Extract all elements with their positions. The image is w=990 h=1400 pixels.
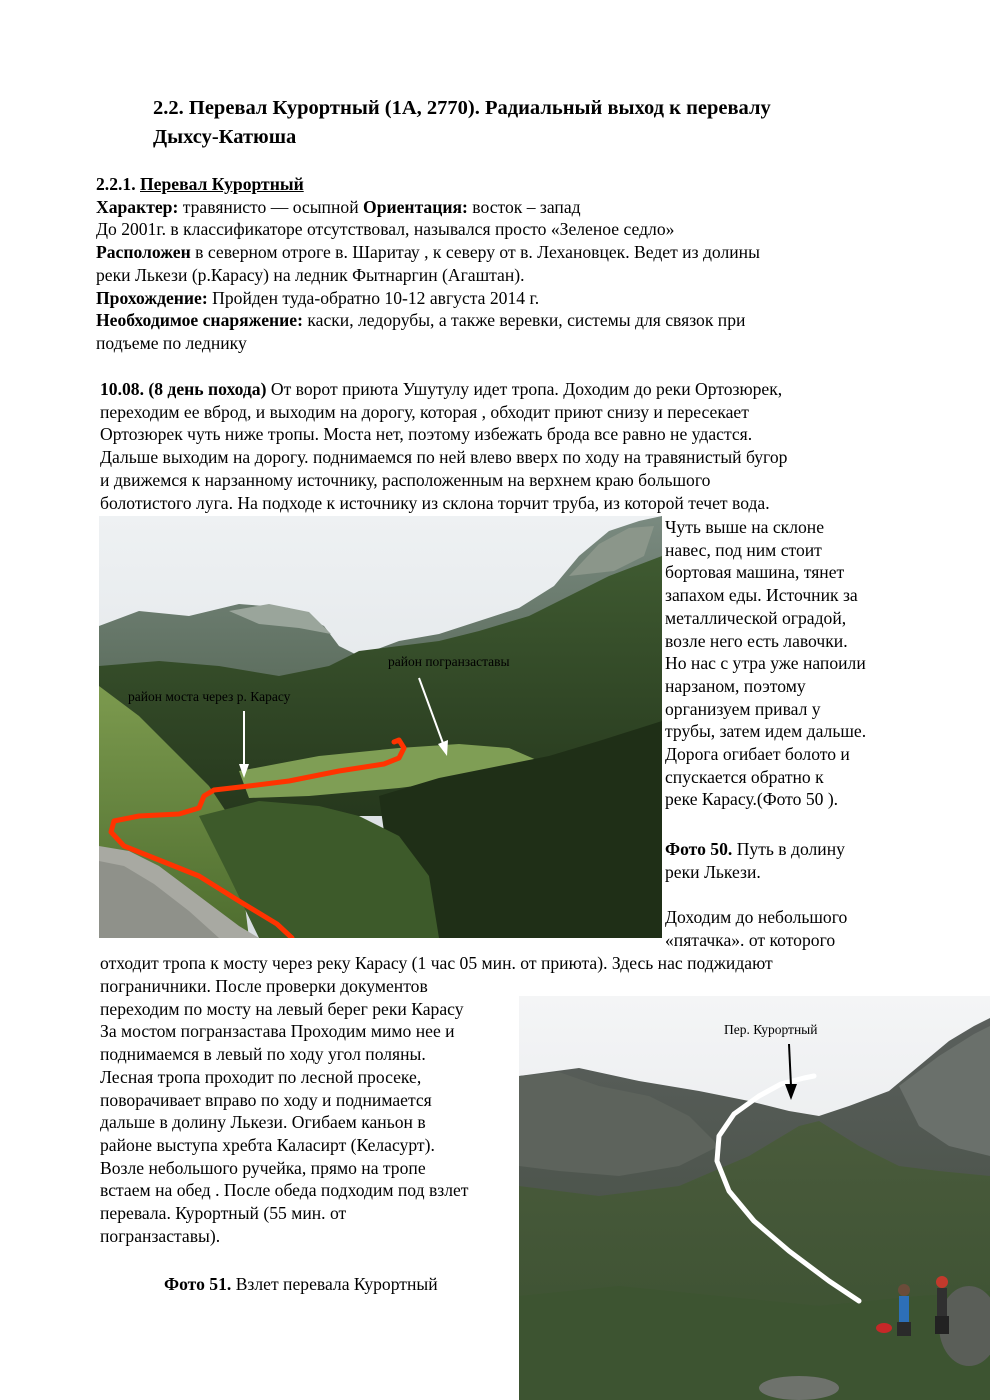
photo-valley [99,516,662,938]
right-line: навес, под ним стоит [665,539,822,560]
photo-label-outpost: район погранзаставы [388,654,510,669]
day-line-1 [100,378,787,401]
orientation-label: Ориентация: [363,196,468,217]
photo51-text: Взлет перевала Курортный [235,1274,438,1294]
day-line-5: и движемся к нарзанному источнику, расположенным на верхнем краю большого [100,469,711,490]
right-cont-line-2: «пятачка». от которого [665,929,836,950]
right-cont-line-1: Доходим до небольшого [665,907,848,927]
right-line: запахом еды. Источник за [665,585,858,606]
right-line: Чуть выше на склоне [665,517,825,537]
lower-line: За мостом погранзастава Проходим мимо нее и [100,1021,455,1042]
right-line: бортовая машина, тянет [665,562,845,583]
passage-line [96,287,760,310]
day-paragraph [100,378,787,514]
lower-left-text [100,975,468,1247]
equipment-line-2: подъеме по леднику [96,332,247,353]
right-line: спускается обратно к [665,766,824,787]
location-line-2: реки Лькези (р.Карасу) на ледник Фытнаргин (Агаштан). [96,264,525,285]
orientation-value: восток – запад [472,196,581,217]
lower-line: районе выступа хребта Каласирт (Келасурт). [100,1134,435,1155]
lower-line: погранзаставы). [100,1225,221,1246]
lower-line: пограничники. После проверки документов [100,976,428,996]
day-line-6: болотистого луга. На подходе к источнику из склона торчит труба, из которой течет вода. [100,492,770,513]
page-title [153,94,893,152]
history-line: До 2001г. в классификаторе отсутствовал, назывался просто «Зеленое седло» [96,219,675,240]
equipment-line-1 [96,309,760,332]
lower-line: дальше в долину Лькези. Огибаем каньон в [100,1112,426,1133]
section-name: Перевал Курортный [140,174,304,194]
right-line: возле него есть лавочки. [665,630,848,651]
photo-label-bridge: район моста через р. Карасу [128,689,291,704]
photo-label-pass: Пер. Курортный [724,1022,818,1037]
photo50-text-1: Путь в долину [736,839,845,859]
passage-value: Пройден туда-обратно 10-12 августа 2014 г. [212,287,540,308]
day-text-1: От ворот приюта Ушутулу идет тропа. Доходим до реки Ортозюрек, [270,379,783,399]
right-line: Но нас с утра уже напоили [665,653,866,674]
day-line-3: Ортозюрек чуть ниже тропы. Моста нет, поэтому избежать брода все равно не удастся. [100,424,753,445]
character-label: Характер: [96,196,179,217]
location-label: Расположен [96,242,191,263]
character-value: травянисто — осыпной [182,196,359,217]
character-line [96,196,760,219]
day-line-2: переходим ее вброд, и выходим на дорогу, которая , обходит приют снизу и пересекает [100,401,749,422]
section-heading [96,173,760,196]
photo-pass [519,996,990,1400]
right-line: организуем привал у [665,698,821,719]
lower-line: встаем на обед . После обеда подходим под взлет [100,1180,469,1201]
location-line-1 [96,241,760,264]
title-line-1: 2.2. Перевал Курортный (1А, 2770). Радиальный выход к перевалу [153,97,771,119]
day-label: 10.08. (8 день похода) [100,379,267,399]
equipment-label: Необходимое снаряжение: [96,310,303,331]
right-continuation [665,906,847,951]
day-line-4: Дальше выходим на дорогу. поднимаемся по ней влево вверх по ходу на травянистый бугор [100,447,788,468]
lower-line: поворачивает вправо по ходу и поднимается [100,1089,432,1110]
lower-line: переходим по мосту на левый берег реки Карасу [100,998,464,1019]
right-line: трубы, затем идем дальше. [665,721,867,742]
right-line: нарзаном, поэтому [665,675,806,696]
photo50-text-2: реки Лькези. [665,861,761,882]
location-value-1: в северном отроге в. Шаритау , к северу от в. Лехановцек. Ведет из долины [195,242,760,263]
photo51-caption [164,1273,438,1296]
lower-line: поднимаемся в левый по ходу угол поляны. [100,1044,426,1065]
right-line: Дорога огибает болото и [665,744,850,765]
right-line: металлической оградой, [665,607,847,628]
lower-line: перевала. Курортный (55 мин. от [100,1203,347,1224]
right-line: реке Карасу.(Фото 50 ). [665,789,839,810]
lower-line: Лесная тропа проходит по лесной просеке, [100,1066,422,1087]
photo51-label: Фото 51. [164,1274,232,1294]
right-column-text [665,516,866,811]
photo50-caption [665,838,845,883]
full-width-line: отходит тропа к мосту через реку Карасу (1 час 05 мин. от приюта). Здесь нас поджидают [100,953,773,973]
section-number: 2.2.1. [96,174,136,194]
section-block [96,173,760,355]
equipment-value-1: каски, ледорубы, а также веревки, системы для связок при [307,310,746,331]
passage-label: Прохождение: [96,287,208,308]
title-line-2: Дыхсу-Катюша [153,126,297,148]
lower-line: Возле небольшого ручейка, прямо на тропе [100,1157,426,1178]
photo50-label: Фото 50. [665,839,733,859]
